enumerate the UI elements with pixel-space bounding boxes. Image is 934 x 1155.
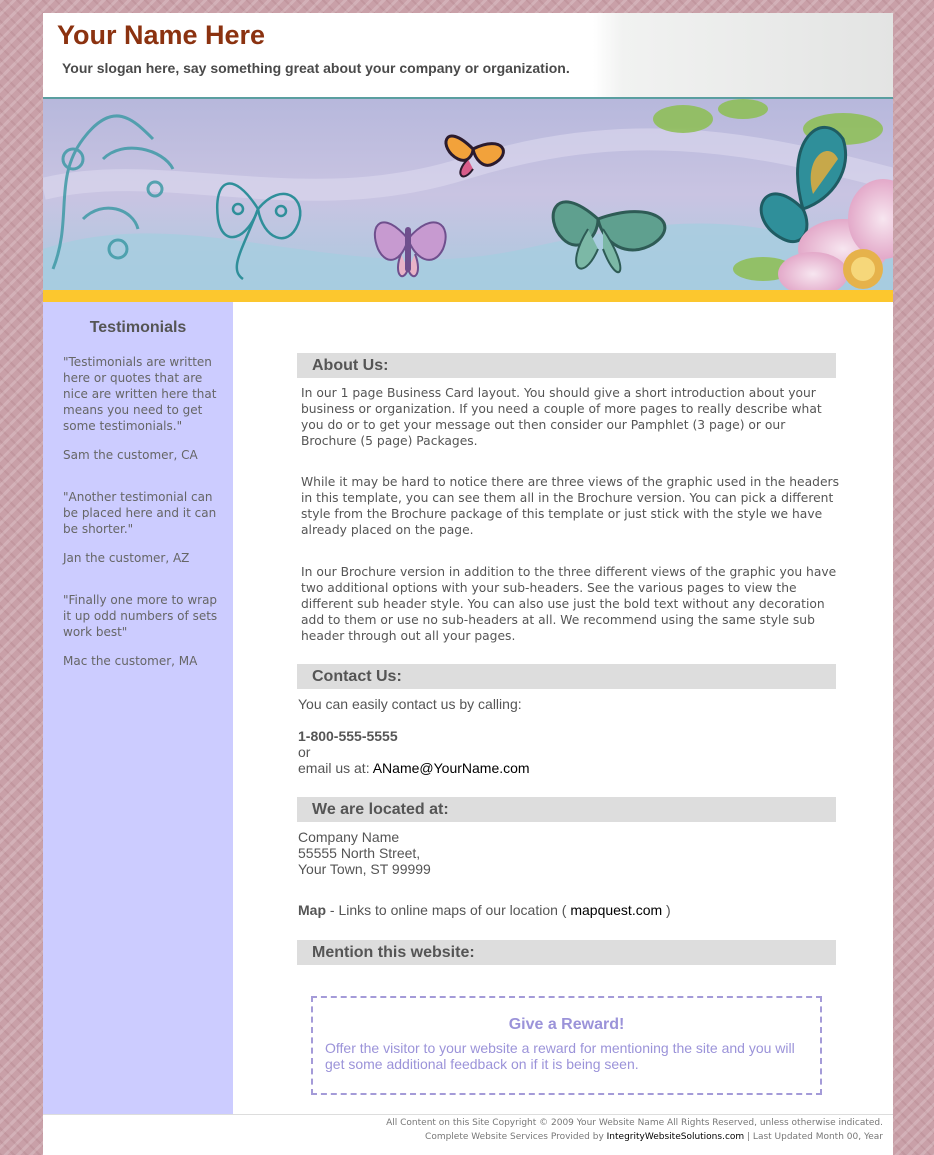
contact-or: or	[298, 744, 311, 760]
site-title: Your Name Here	[57, 20, 266, 50]
contact-intro: You can easily contact us by calling:	[298, 696, 522, 712]
footer-services	[83, 1132, 883, 1142]
site-slogan: Your slogan here, say something great about your company or organization.	[62, 60, 570, 76]
sidebar-title: Testimonials	[89, 319, 187, 336]
banner-accent-stripe	[43, 290, 893, 302]
testimonial-author: Sam the customer, CA	[63, 448, 198, 462]
mapquest-link[interactable]: mapquest.com	[570, 902, 663, 918]
about-heading: About Us:	[297, 353, 836, 378]
site-footer	[43, 1114, 893, 1155]
footer-services-prefix: Complete Website Services Provided by	[425, 1132, 607, 1142]
testimonials-sidebar	[43, 302, 233, 1114]
about-paragraph: While it may be hard to notice there are three views of the graphic used in the headers in this template, you can see them all in the Brochure version. You can pick a different style from the Brochure package of this template or just stick with the style we have already placed on the page.	[301, 475, 839, 537]
company-name: Company Name	[298, 829, 400, 845]
testimonial-item	[63, 489, 218, 566]
map-line	[298, 902, 838, 918]
location-heading: We are located at:	[297, 797, 836, 822]
integrity-link[interactable]: IntegrityWebsiteSolutions.com	[606, 1132, 745, 1142]
footer-copyright: All Content on this Site Copyright © 2009 Your Website Name All Rights Reserved, unless otherwise indicated.	[386, 1118, 883, 1128]
map-close: )	[662, 902, 671, 918]
testimonial-item	[63, 592, 218, 669]
reward-box	[311, 996, 822, 1095]
testimonial-quote: "Another testimonial can be placed here and it can be shorter."	[63, 490, 217, 536]
testimonial-quote: "Testimonials are written here or quotes that are nice are written here that means you need to get some testimonials."	[63, 355, 217, 433]
street-address: 55555 North Street,	[298, 845, 421, 861]
contact-email-line	[298, 760, 838, 776]
footer-updated: | Last Updated Month 00, Year	[744, 1132, 883, 1142]
contact-heading: Contact Us:	[297, 664, 836, 689]
map-label: Map	[298, 902, 326, 918]
mention-heading: Mention this website:	[297, 940, 836, 965]
reward-text: Offer the visitor to your website a reward for mentioning the site and you will get some additional feedback on if it is being seen.	[325, 1040, 795, 1072]
email-link[interactable]: AName@YourName.com	[372, 760, 530, 776]
testimonial-item	[63, 354, 218, 463]
map-text: - Links to online maps of our location (	[326, 902, 571, 918]
phone-number: 1-800-555-5555	[298, 728, 398, 744]
testimonial-quote: "Finally one more to wrap it up odd numbers of sets work best"	[63, 593, 218, 639]
page-container	[43, 13, 893, 1155]
site-header	[43, 13, 893, 97]
city-address: Your Town, ST 99999	[298, 861, 431, 877]
contact-phone	[298, 728, 838, 744]
main-content	[233, 302, 893, 1114]
reward-title: Give a Reward!	[508, 1016, 625, 1033]
testimonial-author: Mac the customer, MA	[63, 654, 198, 668]
email-prefix: email us at:	[298, 760, 370, 776]
header-banner-image	[43, 97, 893, 291]
about-paragraph: In our Brochure version in addition to the three different views of the graphic you have two additional options with your sub-headers. See the various pages to view the different sub header style. You can also use just the bold text without any decoration add to them or use no sub-headers at all. We recommend using the same style sub header through out all your pages.	[301, 565, 837, 643]
about-paragraph: In our 1 page Business Card layout. You should give a short introduction about your business or organization. If you need a couple of more pages to really describe what you do or to get your message out then consider our Pamphlet (3 page) or our Brochure (5 page) Packages.	[301, 386, 822, 448]
testimonial-author: Jan the customer, AZ	[63, 551, 190, 565]
butterfly-banner-graphic	[43, 99, 893, 291]
